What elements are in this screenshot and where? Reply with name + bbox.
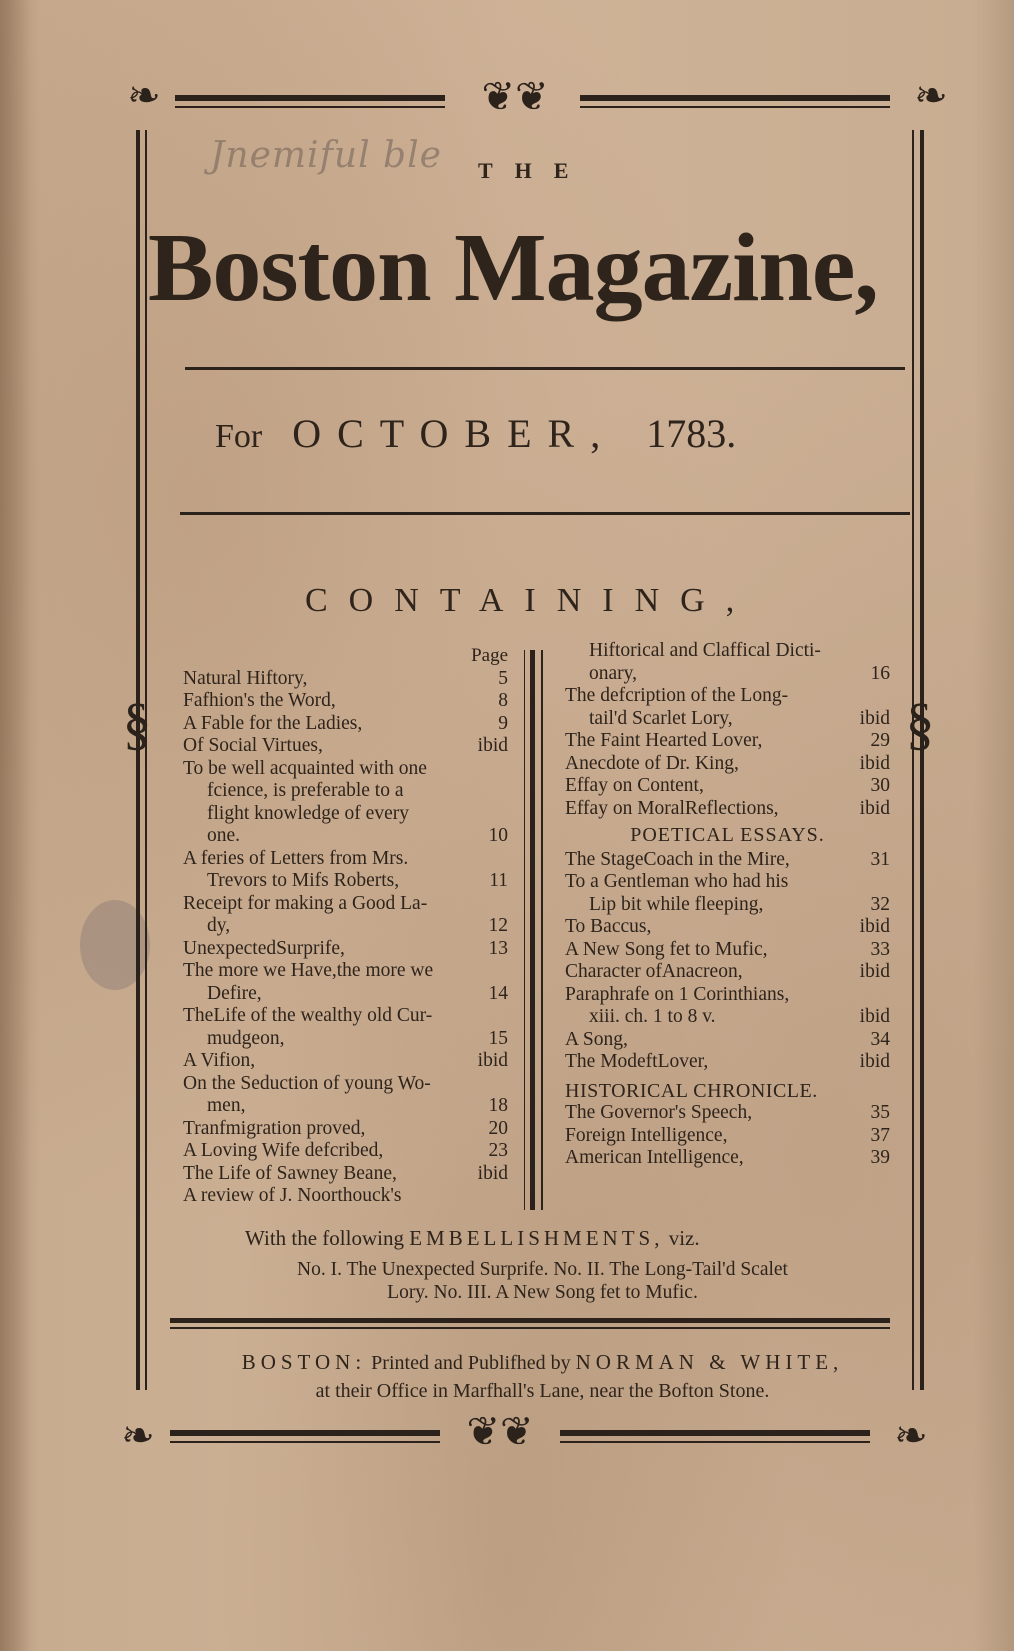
imprint — [170, 1348, 915, 1405]
toc-entry: The defcription of the Long- — [565, 685, 789, 706]
corner-ornament-bottom-right: ❧ — [894, 1413, 928, 1458]
center-ornament-bottom: ❦❦ — [466, 1409, 534, 1454]
toc-entry: The Faint Hearted Lover, 29 — [565, 730, 890, 751]
toc-entry: The Governor's Speech, 35 — [565, 1102, 890, 1123]
page-column-header: Page — [471, 645, 508, 666]
column-divider — [530, 650, 535, 1210]
toc-entry: Of Social Virtues, ibid — [183, 735, 508, 756]
column-divider-thin — [524, 650, 525, 1210]
side-ornament-right: § — [905, 691, 935, 756]
corner-ornament-bottom-left: ❧ — [121, 1413, 155, 1458]
section-heading-poetical-essays: POETICAL ESSAYS. — [630, 824, 825, 846]
toc-entry: xiii. ch. 1 to 8 v. ibid — [589, 1006, 890, 1027]
toc-entry: mudgeon, 15 — [207, 1027, 508, 1049]
top-rule-left — [175, 95, 445, 101]
issue-year: 1783. — [646, 411, 737, 456]
containing-heading: CONTAINING, — [305, 582, 756, 619]
plates-line-1: No. I. The Unexpected Surprife. No. II. The Long-Tail'd Scalet — [297, 1259, 788, 1280]
toc-entry: fcience, is preferable to a — [207, 780, 404, 801]
title-article: THE — [478, 158, 591, 183]
column-divider-thin — [541, 650, 543, 1210]
toc-entry: TheLife of the wealthy old Cur- — [183, 1005, 433, 1026]
issue-line — [215, 410, 915, 457]
plates-list — [170, 1258, 915, 1304]
toc-entry: flight knowledge of every — [207, 802, 409, 824]
toc-entry: Defire, 14 — [207, 982, 508, 1004]
toc-entry: men, 18 — [207, 1095, 508, 1116]
toc-entry: one. 10 — [207, 825, 508, 846]
top-rule-right-thin — [580, 106, 890, 108]
toc-entry: To Baccus, ibid — [565, 916, 890, 937]
side-ornament-left: § — [122, 691, 152, 756]
toc-entry: A Vifion, ibid — [183, 1050, 508, 1071]
toc-entry: tail'd Scarlet Lory, ibid — [589, 707, 890, 729]
embellishments-caps: EMBELLISHMENTS, — [409, 1226, 664, 1250]
toc-entry: A feries of Letters from Mrs. — [183, 847, 409, 869]
right-border-rule-thin — [912, 130, 914, 1390]
bottom-rule-left — [170, 1430, 440, 1436]
embellishments-heading — [245, 1226, 700, 1251]
toc-entry: Hiftorical and Claffical Dicti- — [589, 640, 821, 661]
toc-entry: Effay on MoralReflections, ibid — [565, 797, 890, 819]
corner-ornament-top-right: ❧ — [914, 73, 948, 118]
issue-underline — [180, 512, 910, 515]
magazine-title: Boston Magazine, — [148, 214, 878, 322]
contents-left-column — [183, 645, 508, 1208]
title-underline — [185, 367, 905, 370]
bottom-rule-right-thin — [560, 1441, 870, 1443]
toc-entry: Character ofAnacreon, ibid — [565, 961, 890, 982]
toc-entry: To be well acquainted with one — [183, 757, 427, 779]
toc-entry: Receipt for making a Good La- — [183, 892, 428, 914]
toc-entry: The ModeftLover, ibid — [565, 1051, 890, 1072]
imprint-rule-thin — [170, 1327, 890, 1329]
toc-entry: The StageCoach in the Mire, 31 — [565, 848, 890, 870]
imprint-city: BOSTON: — [241, 1350, 367, 1374]
toc-entry: Tranfmigration proved, 20 — [183, 1117, 508, 1139]
imprint-printers: NORMAN & WHITE, — [575, 1350, 844, 1374]
embellishments-tail: viz. — [668, 1226, 700, 1250]
contents-right-column — [565, 640, 890, 1170]
issue-prefix: For — [215, 418, 263, 455]
section-heading-historical-chronicle: HISTORICAL CHRONICLE. — [565, 1079, 818, 1102]
imprint-address: at their Office in Marfhall's Lane, near the Bofton Stone. — [315, 1380, 770, 1402]
toc-entry: Foreign Intelligence, 37 — [565, 1124, 890, 1146]
toc-entry: To a Gentleman who had his — [565, 871, 789, 892]
toc-entry: Fafhion's the Word, 8 — [183, 690, 508, 711]
imprint-printed-by: Printed and Publifhed by — [371, 1352, 571, 1374]
toc-entry: American Intelligence, 39 — [565, 1147, 890, 1168]
center-ornament-top: ❦❦ — [481, 74, 549, 119]
issue-month: OCTOBER, — [292, 411, 617, 456]
toc-entry: UnexpectedSurprife, 13 — [183, 937, 508, 959]
toc-entry: dy, 12 — [207, 915, 508, 936]
toc-entry: A Loving Wife defcribed, 23 — [183, 1140, 508, 1161]
toc-entry: Paraphrafe on 1 Corinthians, — [565, 983, 790, 1005]
bottom-rule-left-thin — [170, 1441, 440, 1443]
toc-entry: A Fable for the Ladies, 9 — [183, 712, 508, 734]
toc-entry: A New Song fet to Mufic, 33 — [565, 938, 890, 960]
toc-entry: A review of J. Noorthouck's — [183, 1185, 402, 1206]
bottom-rule-right — [560, 1430, 870, 1436]
toc-entry: Natural Hiftory, 5 — [183, 667, 508, 689]
handwritten-signature: Jnemiful ble — [210, 135, 442, 176]
imprint-line-1 — [170, 1348, 915, 1377]
toc-entry: A Song, 34 — [565, 1028, 890, 1050]
toc-entry: Lip bit while fleeping, 32 — [589, 893, 890, 915]
embellishments-lead: With the following — [245, 1226, 404, 1250]
toc-entry: Anecdote of Dr. King, ibid — [565, 752, 890, 774]
right-border-rule — [920, 130, 924, 1390]
toc-entry: The Life of Sawney Beane, ibid — [183, 1162, 508, 1184]
toc-entry: Effay on Content, 30 — [565, 775, 890, 796]
left-border-rule-thin — [145, 130, 147, 1390]
corner-ornament-top-left: ❧ — [127, 73, 161, 118]
paper-stain — [0, 0, 40, 1651]
imprint-rule — [170, 1318, 890, 1323]
toc-entry: onary, 16 — [589, 662, 890, 684]
toc-entry: Trevors to Mifs Roberts, 11 — [207, 870, 508, 891]
plates-line-2: Lory. No. III. A New Song fet to Mufic. — [387, 1282, 698, 1303]
left-border-rule — [136, 130, 140, 1390]
toc-entry: The more we Have,the more we — [183, 960, 434, 981]
top-rule-left-thin — [175, 106, 445, 108]
top-rule-right — [580, 95, 890, 101]
toc-entry: On the Seduction of young Wo- — [183, 1072, 431, 1094]
